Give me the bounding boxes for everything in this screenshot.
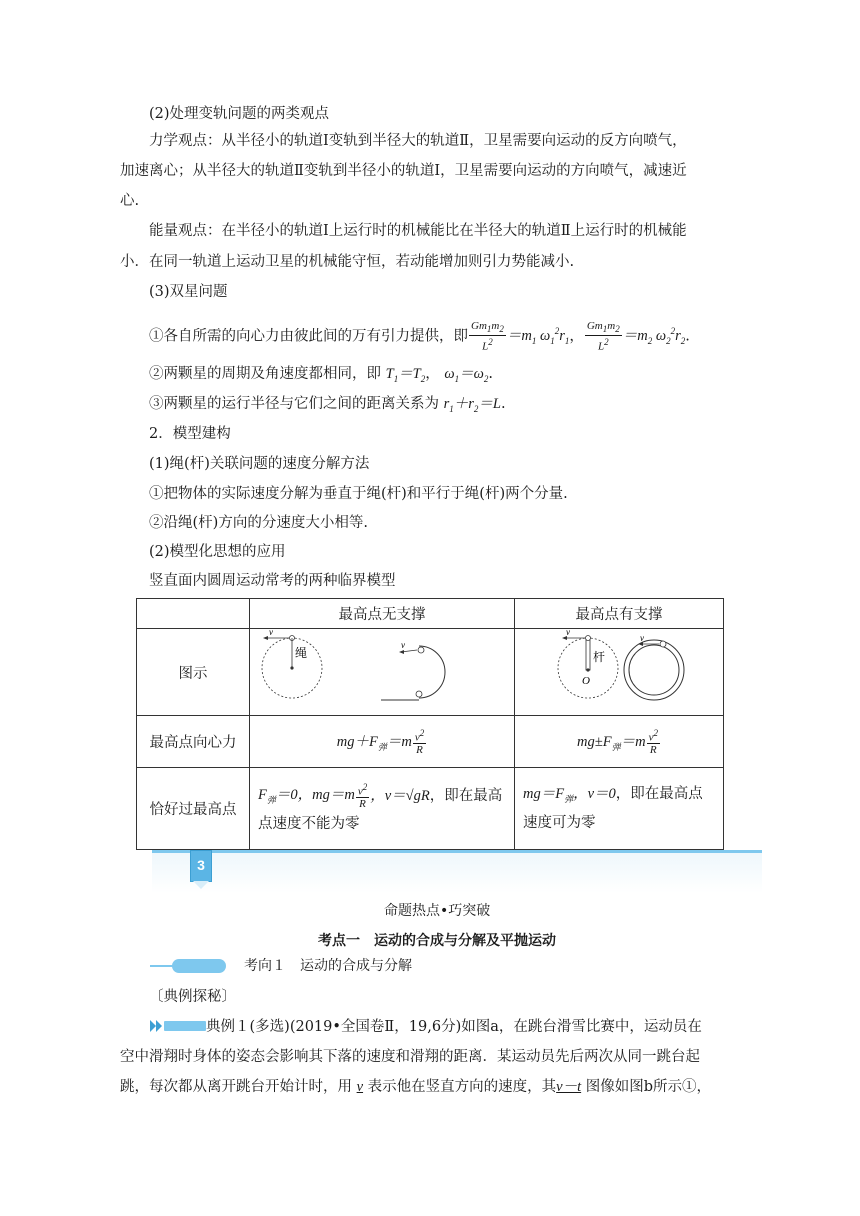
paragraph-line: 小．在同一轨道上运动卫星的机械能守恒，若动能增加则引力势能减小. [120,254,575,270]
example-badge-icon [150,1019,206,1033]
paragraph-line: ①把物体的实际速度分解为垂直于绳(杆)和平行于绳(杆)两个分量. [149,486,568,502]
formula-cell: $mg\pm F_弹=m$ $\frac{v^2}{R}$ [515,716,724,768]
paragraph-line: 能量观点：在半径小的轨道Ⅰ上运行时的机械能比在半径大的轨道Ⅱ上运行时的机械能 [149,223,687,239]
inner-ring [629,645,679,695]
table-row [137,768,724,850]
formula-line: ①各自所需的向心力由彼此间的万有引力提供，即 $\frac{Gm_1m_2}{L^2}$ $=m_1$ $\omega_1^2r_1$， $\frac{Gm_1m_2}{L^2}$ $=m_2$ $\omega_2^2r_2$. [149,320,690,353]
table-row-label: 最高点向心力 [137,716,250,768]
kaodian-title: 考点一 运动的合成与分解及平抛运动 [318,933,556,949]
table-caption: 竖直面内圆周运动常考的两种临界模型 [149,573,396,589]
ball [660,641,666,647]
cell-text: 速度可为零 [523,814,596,831]
diagram-cell-with-support [515,629,724,716]
section-number-badge: 3 [190,850,212,882]
example-tag: 〔典例探秘〕 [149,989,236,1005]
arrow-head-icon [263,636,268,640]
diagram-cell-no-support [250,629,515,716]
table-header-cell: 最高点有支撑 [515,599,724,629]
formula-cell: $mg=F_弹$，v＝0，即在最高点 速度可为零 [515,768,724,850]
subheading: (1)绳(杆)关联问题的速度分解方法 [149,456,370,472]
section-heading: 2．模型建构 [149,426,231,442]
example-line: 跳，每次都从离开跳台开始计时，用 v 表示他在竖直方向的速度，其v－t 图像如图b所示①， [120,1079,712,1095]
table-header-row [137,599,724,629]
pill-line [150,965,174,967]
outer-ring [624,640,684,700]
paragraph-line: 力学观点：从半径小的轨道Ⅰ变轨到半径大的轨道Ⅱ，卫星需要向运动的反方向喷气， [149,133,687,149]
critical-model-table [136,598,724,850]
formula-line: ③两颗星的运行半径与它们之间的距离关系为 $r_1+r_2=L$. [149,396,506,414]
section-title: 命题热点•巧突破 [384,903,491,919]
paragraph-line: ②沿绳(杆)方向的分速度大小相等. [149,515,368,531]
example-line: 空中滑翔时身体的姿态会影响其下落的速度和滑翔的距离．某运动员先后两次从同一跳台起 [120,1049,700,1065]
fraction: $\frac{Gm_1m_2}{L^2}$ [586,320,620,353]
track-curve [419,646,445,698]
item-text: ②两颗星的周期及角速度都相同，即 [149,366,381,382]
direction-pill-icon [172,959,226,973]
no-support-diagram [251,630,513,710]
table-header-cell: 最高点无支撑 [250,599,515,629]
cell-text: ，即在最高 [429,787,503,804]
formula-cell: $F_弹=0$，mg＝m $\frac{v^2}{R}$ ，v＝√gR，即在最高 点速度不能为零 [250,768,515,850]
item-text: ③两颗星的运行半径与它们之间的距离关系为 [149,396,439,412]
ball [418,647,424,653]
velocity-label: v [269,630,273,637]
with-support-diagram [516,630,722,710]
rod-label: 杆 [593,650,606,664]
paragraph-line: 心. [120,193,140,209]
center-point [586,668,589,671]
cell-text: ，即在最高点 [615,786,703,803]
center-point [290,666,293,669]
velocity-label: v [401,640,405,650]
ball [416,691,422,697]
velocity-label: v [640,633,644,643]
table-row [137,629,724,716]
table-row-label: 图示 [137,629,250,716]
table-row [137,716,724,768]
section-banner [152,850,762,896]
section-heading: (2)处理变轨问题的两类观点 [149,106,330,122]
ball [586,636,591,641]
cell-text: 点速度不能为零 [258,816,360,833]
subheading: (2)模型化思想的应用 [149,544,286,560]
example-line: 典例１(多选)(2019•全国卷Ⅱ，19,6分)如图a，在跳台滑雪比赛中，运动员在 [206,1019,702,1035]
paragraph-line: 加速离心；从半径大的轨道Ⅱ变轨到半径小的轨道Ⅰ，卫星需要向运动的方向喷气，减速近 [120,163,687,179]
section-heading: (3)双星问题 [149,284,228,300]
table-row-label: 恰好过最高点 [137,768,250,850]
formula-cell: $mg+F_弹=m$ $\frac{v^2}{R}$ [250,716,515,768]
rope-label: 绳 [295,646,308,660]
table-corner-cell [137,599,250,629]
banner-rule [152,850,762,853]
rod [586,640,590,670]
item-text: ①各自所需的向心力由彼此间的万有引力提供，即 [149,328,468,345]
origin-label: O [582,675,590,687]
formula-line: ②两颗星的周期及角速度都相同，即 $T_1=T_2$， $\omega_1=\omega_2$. [149,366,493,384]
velocity-label: v [566,630,570,637]
direction-heading: 考向１ 运动的合成与分解 [244,958,412,974]
fraction: $\frac{Gm_1m_2}{L^2}$ [471,320,504,353]
arrow-head-icon [399,650,404,654]
